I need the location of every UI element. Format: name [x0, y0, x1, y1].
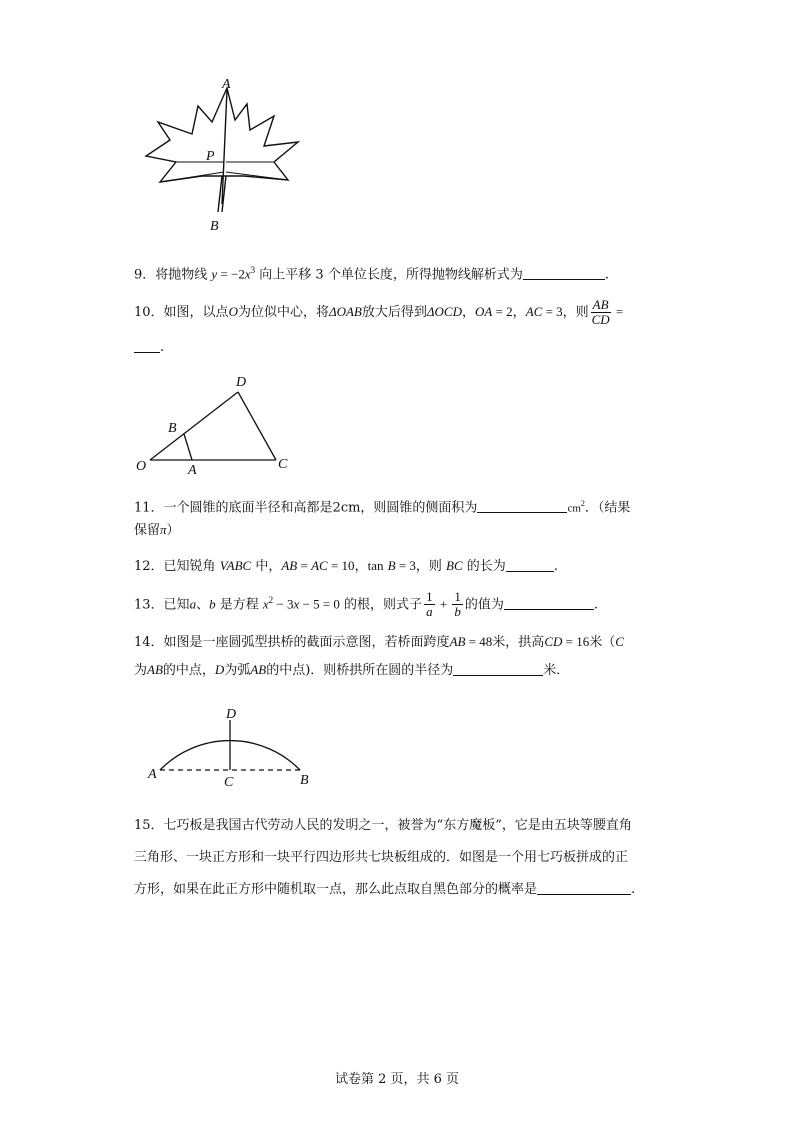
q13-fraction-1 [424, 590, 435, 619]
q9-text-2: 向上平移 3 个单位长度，所得抛物线解析式为 [255, 267, 523, 283]
arch-label-d: D [226, 707, 237, 722]
q10-triangle-ocd: ΔOCD [426, 304, 462, 319]
q14-ab-value: = 48 [465, 634, 493, 649]
q13-var-x-2: x [293, 596, 300, 612]
leaf-stem [218, 176, 222, 212]
leaf-label-a: A [222, 77, 231, 92]
q12-answer-blank[interactable] [506, 557, 554, 572]
q13-text-5: 的值为 [464, 597, 504, 613]
q14-line2-text-1: 为 [134, 663, 148, 678]
q13-var-x-1: x [262, 596, 269, 612]
q13-period: . [593, 597, 599, 613]
q9-answer-blank[interactable] [523, 265, 605, 280]
q10-number: 10． [134, 305, 164, 320]
q9-var-x: x [244, 266, 251, 282]
q12-ab: AB [281, 558, 298, 573]
question-11 [134, 492, 662, 520]
leaf-label-p: P [206, 149, 215, 164]
q13-equation-tail: − 5 = 0 [299, 596, 340, 612]
question-10 [134, 298, 662, 327]
q13-text-1: 已知 [163, 597, 190, 613]
q13-text-2: 、 [196, 597, 210, 613]
q13-minus-3: − 3 [273, 596, 294, 612]
q12-text-1: 已知锐角 [163, 559, 220, 574]
question-15-line-3 [134, 878, 662, 902]
q13-var-b: b [209, 596, 216, 612]
q10-equals: = [612, 304, 624, 319]
q10-oa: OA [474, 304, 493, 319]
q10-fraction-numerator: AB [592, 297, 609, 312]
q12-text-2: 中， [251, 559, 282, 574]
q12-tan-value: = 3 [395, 558, 416, 573]
q10-comma-2: ， [512, 305, 526, 320]
tri-label-o: O [136, 459, 147, 474]
q12-number: 12． [134, 559, 164, 574]
q10-period: . [160, 340, 165, 355]
question-13 [134, 588, 662, 619]
question-15-line-1 [134, 814, 662, 838]
q10-comma-1: ， [461, 305, 475, 320]
question-15-line-2 [134, 846, 662, 870]
q12-equals-2: = 10 [327, 558, 355, 573]
q13-fraction-2 [452, 590, 463, 619]
q11-unit: cm [567, 502, 581, 515]
triangle-figure [134, 372, 304, 478]
q14-line2-text-4: 的中点)．则桥拱所在圆的半径为 [266, 663, 454, 678]
q10-text-4: ，则 [562, 305, 589, 320]
q9-var-y: y [211, 266, 218, 282]
q14-cd-value: = 16 [562, 634, 590, 649]
q11-unit-exponent: 2 [580, 499, 585, 508]
q9-equals: = −2 [217, 266, 245, 282]
q12-triangle-abc: VABC [219, 558, 252, 573]
q12-text-4: 的长为 [462, 559, 506, 574]
q13-exponent: 2 [268, 595, 274, 605]
q12-period: . [553, 559, 558, 574]
q14-answer-blank[interactable] [453, 661, 543, 676]
tri-label-c: C [278, 457, 288, 472]
q14-cd: CD [544, 634, 563, 649]
leaf-label-b: B [210, 219, 219, 234]
q10-ac: AC [525, 304, 543, 319]
question-14 [134, 630, 662, 655]
q14-point-d: D [214, 662, 225, 677]
q10-point-o: O [228, 304, 238, 319]
q13-frac2-den: b [454, 604, 461, 620]
q10-fraction-denominator: CD [591, 312, 610, 327]
segment-od [150, 392, 238, 460]
q12-ac: AC [311, 558, 328, 573]
q11-text-1: 一个圆锥的底面半径和高都是2cm，则圆锥的侧面积为 [163, 500, 478, 516]
q13-number: 13． [134, 597, 164, 613]
arch-label-b: B [300, 773, 309, 788]
q10-answer-blank[interactable] [134, 338, 160, 353]
q12-tan: tan [367, 558, 384, 573]
question-14-line-2 [134, 658, 662, 683]
q9-exponent: 3 [250, 265, 256, 275]
q10-oa-value: = 2 [492, 304, 513, 319]
q11-text-2: ．（结果 [584, 500, 631, 516]
q9-text-1: 将抛物线 [155, 267, 212, 283]
maple-leaf-figure [140, 76, 310, 236]
q13-var-a: a [189, 596, 197, 612]
q14-line2-text-2: 的中点， [162, 663, 215, 678]
q11-text-3: 保留 [134, 523, 161, 538]
question-10-line-2 [134, 336, 662, 360]
maple-leaf-outline [146, 88, 298, 182]
q13-text-4: 的根，则式子 [339, 597, 423, 613]
q15-line-2: 三角形、一块正方形和一块平行四边形共七块板组成的．如图是一个用七巧板拼成的正 [134, 850, 629, 865]
q14-number: 14． [134, 635, 164, 650]
arch-label-c: C [224, 775, 234, 790]
q13-plus: + [436, 596, 451, 612]
q15-period: . [631, 882, 636, 897]
q14-line2-text-3: 为弧 [224, 663, 251, 678]
q14-point-c: C [615, 634, 624, 649]
q10-text-3: 放大后得到 [361, 305, 427, 320]
segment-dc [238, 392, 276, 460]
page-footer: 试卷第 2 页，共 6 页 [334, 1072, 460, 1087]
arch-bridge-figure [144, 704, 324, 790]
q14-text-1: 如图是一座圆弧型拱桥的截面示意图，若桥面跨度 [163, 635, 450, 650]
q15-answer-blank[interactable] [537, 880, 631, 895]
q10-text-1: 如图，以点 [163, 305, 229, 320]
q13-frac2-num: 1 [454, 589, 461, 605]
q13-answer-blank[interactable] [504, 595, 594, 610]
q11-answer-blank[interactable] [477, 498, 567, 513]
segment-ba [184, 434, 192, 460]
question-12 [134, 554, 662, 579]
q15-line-3: 方形，如果在此正方形中随机取一点，那么此点取自黑色部分的概率是 [134, 882, 538, 897]
tri-label-a: A [188, 463, 197, 478]
arch-label-a: A [148, 767, 157, 782]
q12-bc: BC [446, 558, 463, 573]
q14-text-2: 米，拱高 [492, 635, 545, 650]
q12-equals-1: = [297, 558, 312, 573]
q10-ac-value: = 3 [542, 304, 563, 319]
q14-text-3: 米（ [589, 635, 616, 650]
q11-text-4: ） [166, 523, 180, 538]
q12-text-3: ，则 [415, 559, 447, 574]
question-9 [134, 258, 662, 287]
q11-number: 11． [134, 500, 164, 516]
q9-period: . [604, 267, 609, 283]
q13-text-3: 是方程 [215, 597, 263, 613]
q12-angle-b: B [387, 558, 396, 573]
tri-label-d: D [236, 375, 247, 390]
leaf-vein-left [160, 172, 224, 182]
tri-label-b: B [168, 421, 177, 436]
q14-line2-text-5: 米． [543, 663, 570, 678]
q10-text-2: 为位似中心，将 [237, 305, 329, 320]
question-11-line-2 [134, 518, 662, 543]
q11-pi: π [160, 522, 167, 537]
q15-line-1: 15．七巧板是我国古代劳动人民的发明之一，被誉为“东方魔板”，它是由五块等腰直角 [134, 818, 632, 833]
q14-ab-3: AB [250, 662, 267, 677]
q14-ab: AB [449, 634, 466, 649]
q9-number: 9． [134, 267, 156, 283]
q14-ab-2: AB [147, 662, 163, 677]
q12-comma: ， [354, 559, 368, 574]
q13-frac1-num: 1 [426, 589, 433, 605]
q10-fraction [591, 298, 611, 327]
q10-triangle-oab: ΔOAB [328, 304, 362, 319]
q13-frac1-den: a [426, 604, 433, 620]
